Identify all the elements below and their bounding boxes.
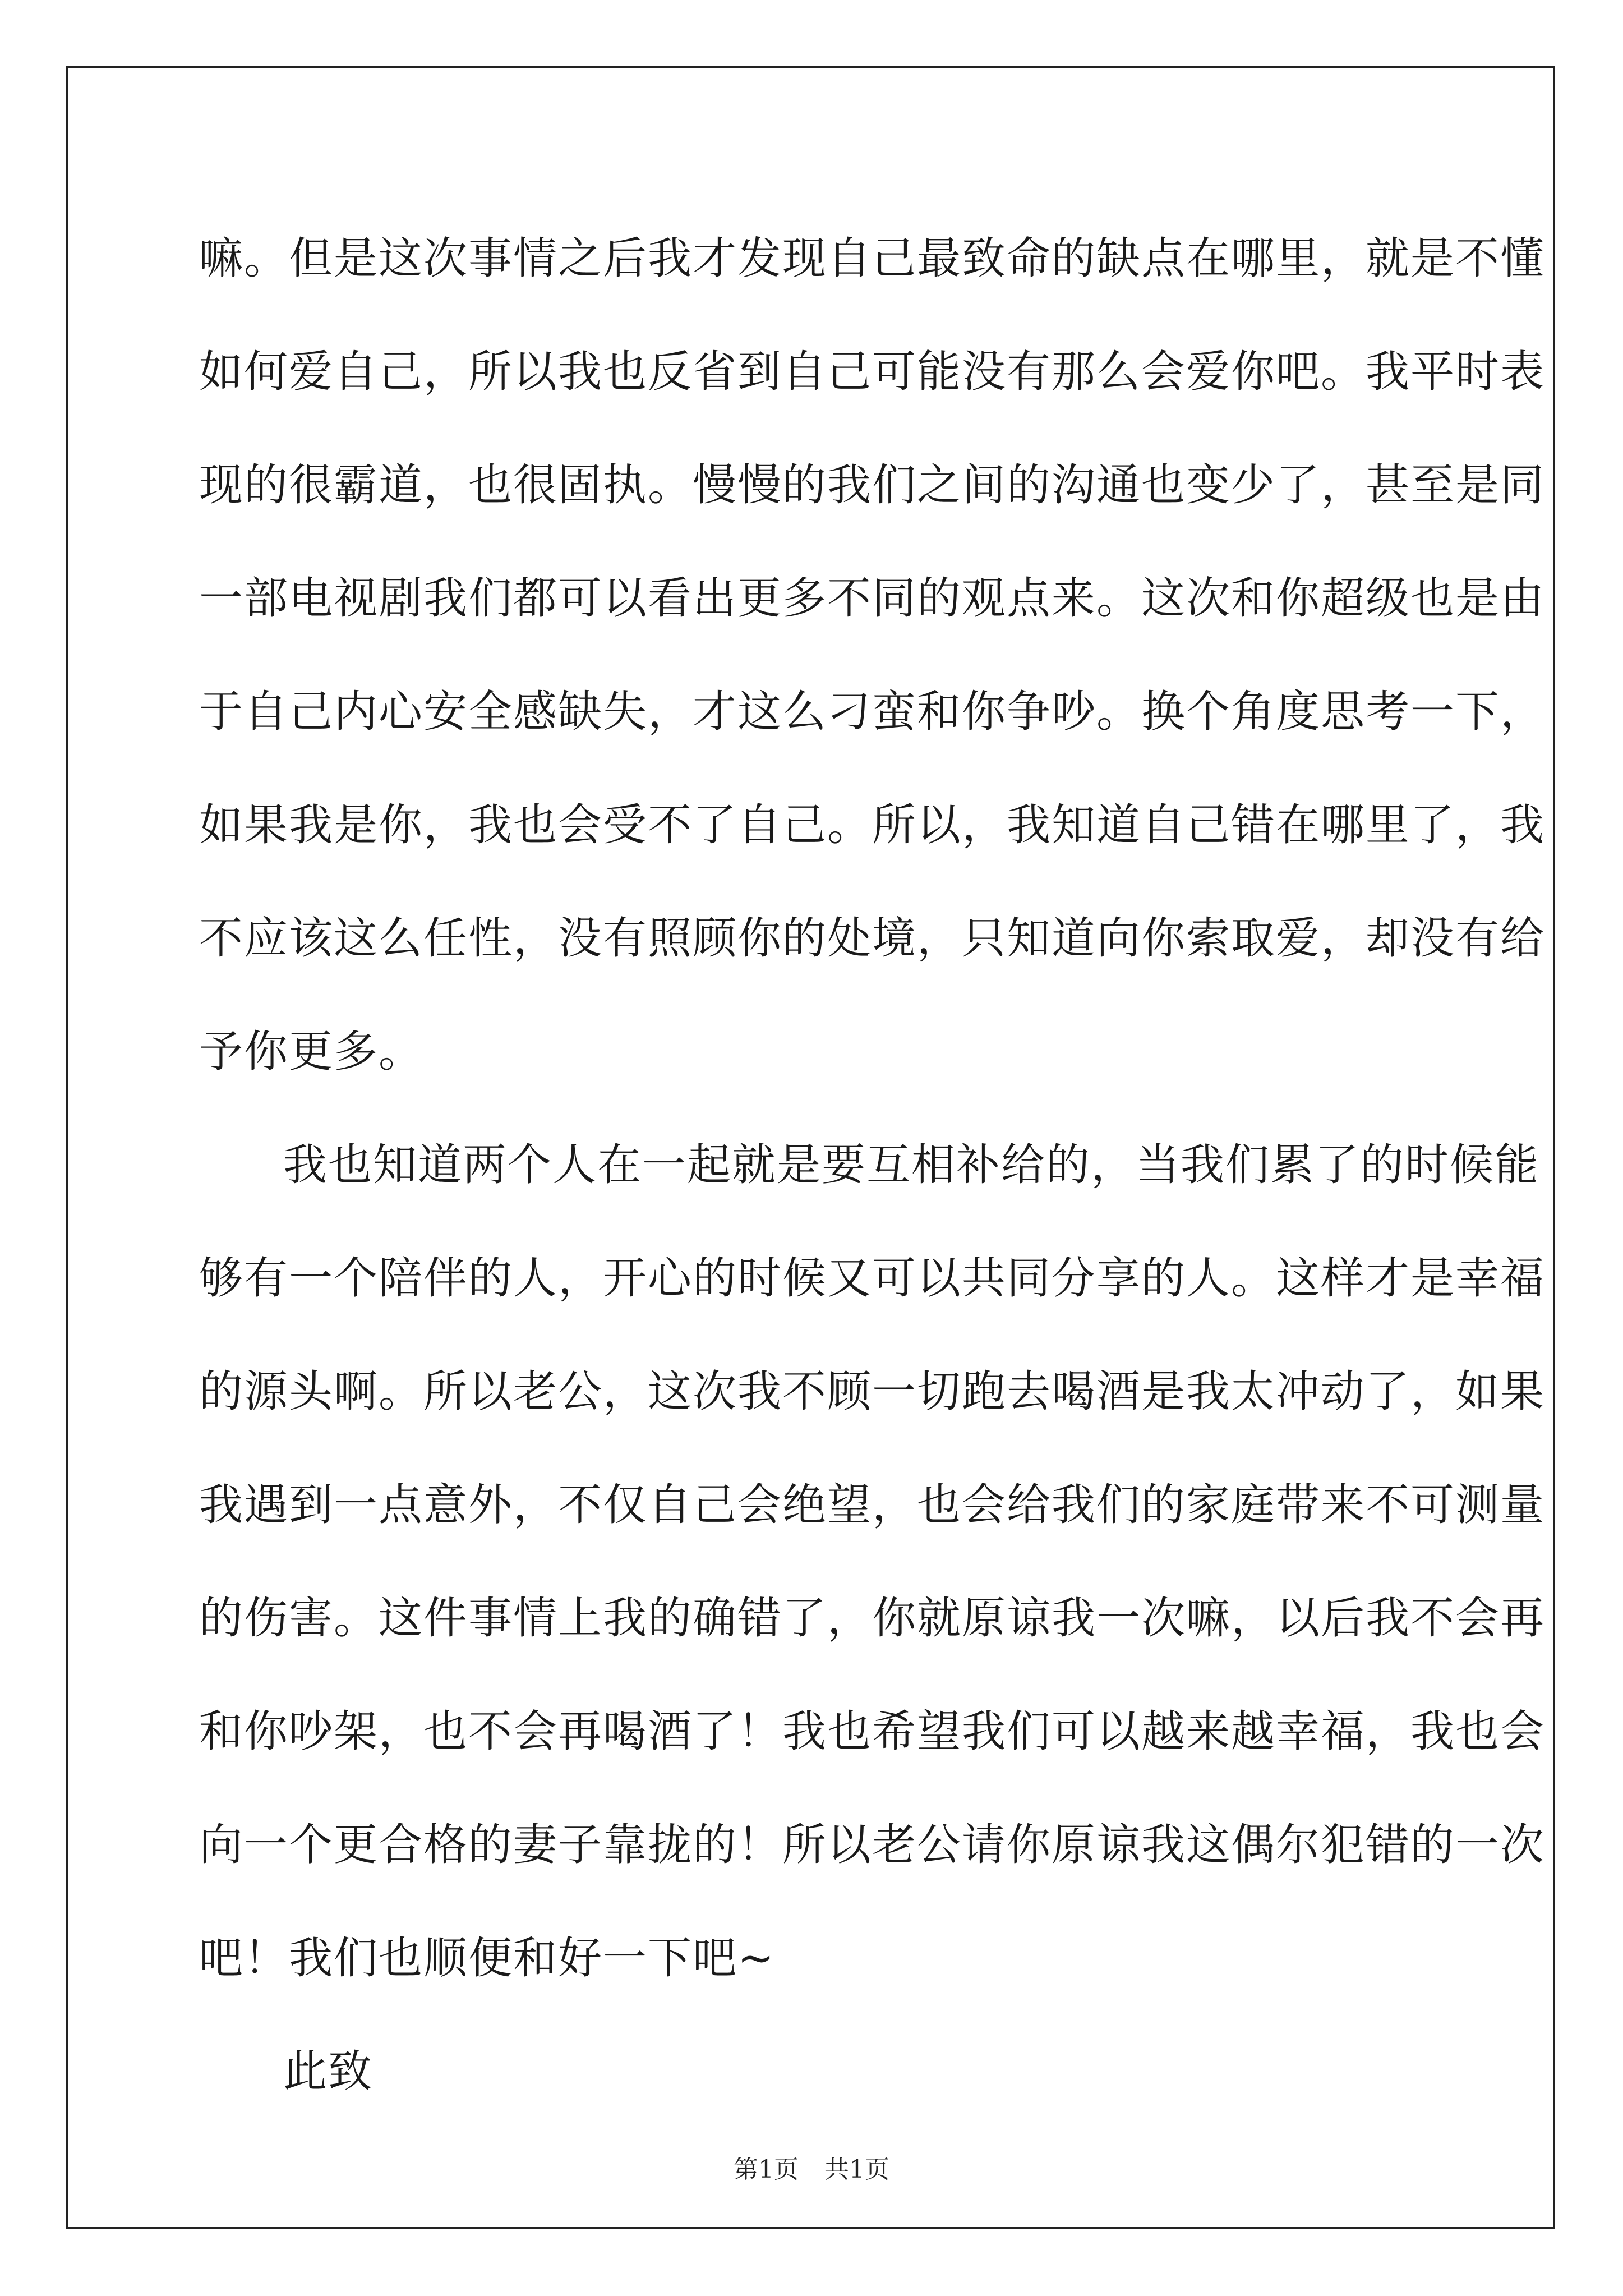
- text-line: 如果我是你，我也会受不了自己。所以，我知道自己错在哪里了，我: [199, 800, 1546, 850]
- text-line: 于自己内心安全感缺失，才这么刁蛮和你争吵。换个角度思考一下，: [199, 687, 1546, 737]
- page-footer: [0, 2153, 1623, 2187]
- paragraph-2: [199, 1108, 1546, 2015]
- text-line: 一部电视剧我们都可以看出更多不同的观点来。这次和你超级也是由: [199, 573, 1546, 624]
- document-body: [199, 202, 1546, 2128]
- text-line: 我也知道两个人在一起就是要互相补给的，当我们累了的时候能: [283, 1140, 1540, 1190]
- text-line: 够有一个陪伴的人，开心的时候又可以共同分享的人。这样才是幸福: [199, 1253, 1546, 1304]
- text-line: 向一个更合格的妻子靠拢的！所以老公请你原谅我这偶尔犯错的一次: [199, 1820, 1546, 1870]
- text-line: 现的很霸道，也很固执。慢慢的我们之间的沟通也变少了，甚至是同: [199, 460, 1546, 510]
- text-line: 不应该这么任性，没有照顾你的处境，只知道向你索取爱，却没有给: [199, 913, 1546, 964]
- text-line: 予你更多。: [199, 1027, 424, 1077]
- text-line: 的源头啊。所以老公，这次我不顾一切跑去喝酒是我太冲动了，如果: [199, 1366, 1546, 1417]
- text-line: 我遇到一点意外，不仅自己会绝望，也会给我们的家庭带来不可测量: [199, 1480, 1546, 1530]
- text-line: 如何爱自己，所以我也反省到自己可能没有那么会爱你吧。我平时表: [199, 347, 1546, 397]
- total-pages: 共1页: [824, 2155, 889, 2184]
- page-number: 第1页: [734, 2155, 799, 2184]
- text-line: 嘛。但是这次事情之后我才发现自己最致命的缺点在哪里，就是不懂: [199, 233, 1546, 284]
- text-line: 吧！我们也顺便和好一下吧~: [199, 1933, 776, 1984]
- paragraph-3-closing: [199, 2015, 1427, 2128]
- text-line: 的伤害。这件事情上我的确错了，你就原谅我一次嘛，以后我不会再: [199, 1593, 1546, 1644]
- text-line: 和你吵架，也不会再喝酒了！我也希望我们可以越来越幸福，我也会: [199, 1706, 1546, 1757]
- closing-salutation: 此致: [283, 2046, 374, 2097]
- paragraph-1: [199, 202, 1546, 1108]
